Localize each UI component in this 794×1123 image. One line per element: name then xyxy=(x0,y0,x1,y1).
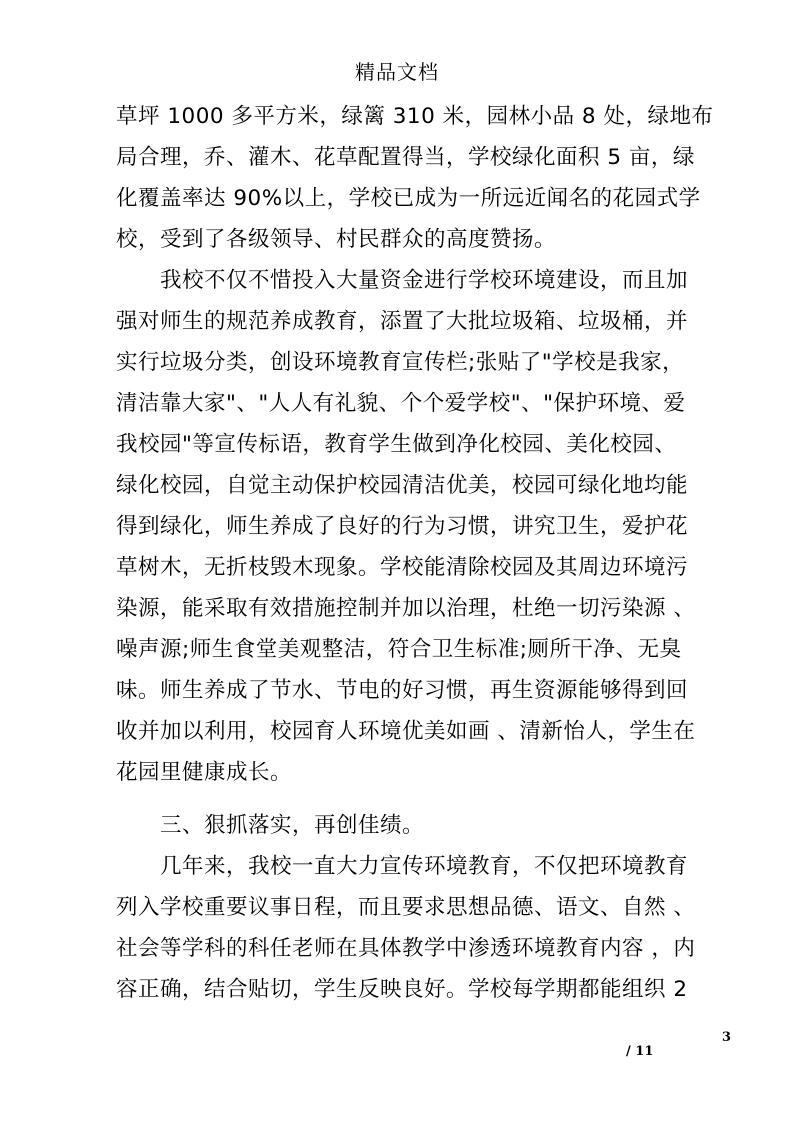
text-line: 列入学校重要议事日程，而且要求思想品德、语文、自然 、 xyxy=(116,895,696,920)
text-line: 草树木，无折枝毁木现象。学校能清除校园及其周边环境污 xyxy=(116,555,689,580)
text-line: 清洁靠大家"、"人人有礼貌、个个爱学校"、"保护环境、爱 xyxy=(116,391,686,416)
page-total: / 11 xyxy=(626,1044,654,1059)
text-line: 社会等学科的科任老师在具体教学中渗透环境教育内容 ，内 xyxy=(116,936,696,961)
text-line: 染源，能采取有效措施控制并加以治理，杜绝一切污染源 、 xyxy=(116,596,696,621)
text-line: 味。师生养成了节水、节电的好习惯，再生资源能够得到回 xyxy=(116,678,689,703)
text-line: 局合理，乔、灌木、花草配置得当，学校绿化面积 5 亩，绿 xyxy=(116,145,695,170)
page-header-title: 精品文档 xyxy=(355,60,439,84)
text-line: 收并加以利用，校园育人环境优美如画 、清新怡人，学生在 xyxy=(116,719,696,744)
text-line: 校，受到了各级领导、村民群众的高度赞扬。 xyxy=(116,227,557,252)
text-line: 强对师生的规范养成教育，添置了大批垃圾箱、垃圾桶，并 xyxy=(116,309,689,334)
text-line: 我校园"等宣传标语，教育学生做到净化校园、美化校园、 xyxy=(116,432,677,457)
text-line: 几年来，我校一直大力宣传环境教育，不仅把环境教育 xyxy=(116,854,689,879)
section-heading: 三、狠抓落实，再创佳绩。 xyxy=(116,813,425,838)
text-line: 实行垃圾分类，创设环境教育宣传栏;张贴了"学校是我家， xyxy=(116,350,685,375)
text-line: 得到绿化，师生养成了良好的行为习惯，讲究卫生，爱护花 xyxy=(116,514,689,539)
text-line: 化覆盖率达 90%以上，学校已成为一所远近闻名的花园式学 xyxy=(116,186,701,211)
page-number: 3 xyxy=(722,1030,732,1045)
text-line: 噪声源;师生食堂美观整洁，符合卫生标准;厕所干净、无臭 xyxy=(116,637,682,662)
text-line: 容正确，结合贴切，学生反映良好。学校每学期都能组织 2 xyxy=(116,977,688,1002)
text-line: 我校不仅不惜投入大量资金进行学校环境建设，而且加 xyxy=(116,268,689,293)
text-line: 花园里健康成长。 xyxy=(116,760,293,785)
text-line: 绿化校园，自觉主动保护校园清洁优美，校园可绿化地均能 xyxy=(116,473,689,498)
text-line: 草坪 1000 多平方米，绿篱 310 米，园林小品 8 处，绿地布 xyxy=(116,104,714,129)
